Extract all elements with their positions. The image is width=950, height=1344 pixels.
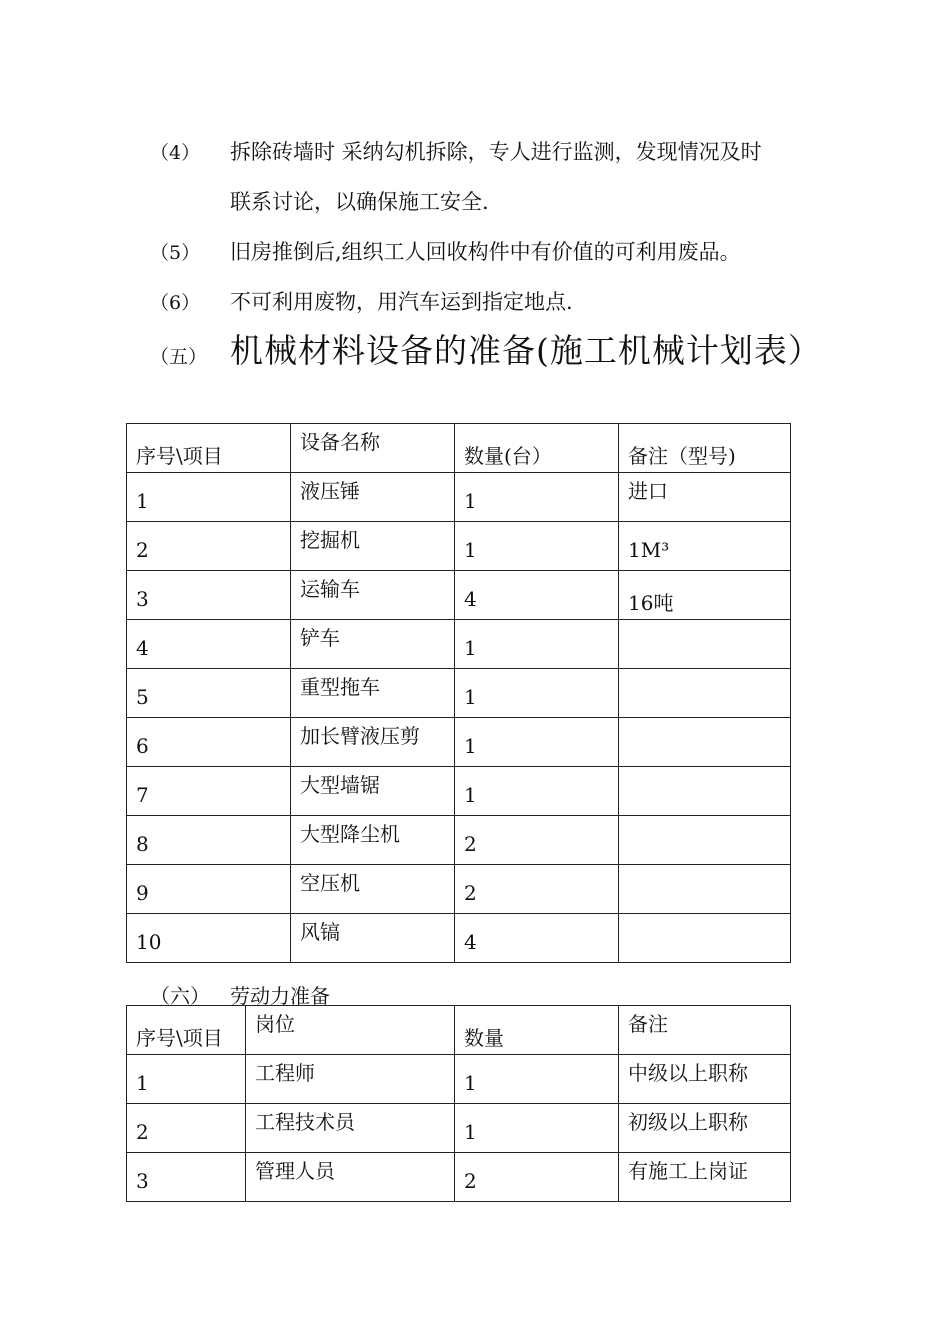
cell-text: 2 — [136, 538, 149, 562]
cell-text — [619, 914, 790, 930]
table-cell — [619, 816, 791, 865]
table-header-cell — [455, 424, 619, 473]
cell-text: 16吨 — [628, 591, 674, 615]
table-cell — [455, 914, 619, 963]
item-6-line-1: 不可利用废物，用汽车运到指定地点. — [230, 290, 573, 314]
table-cell — [291, 718, 455, 767]
table-cell — [127, 1055, 246, 1104]
cell-text: 序号\项目 — [136, 444, 223, 468]
item-5-line-1: 旧房推倒后,组织工人回收构件中有价值的可利用废品。 — [230, 240, 741, 264]
cell-text: 备注（型号) — [628, 444, 736, 468]
cell-text: 空压机 — [300, 871, 360, 895]
table-cell — [455, 865, 619, 914]
cell-text: 1 — [464, 1120, 477, 1144]
cell-text — [619, 620, 790, 636]
cell-text: 大型墙锯 — [300, 773, 380, 797]
table-cell — [127, 473, 291, 522]
cell-text: 1 — [464, 636, 477, 660]
table-cell — [619, 1055, 791, 1104]
table-cell — [291, 620, 455, 669]
table-cell — [127, 767, 291, 816]
cell-text: 1 — [464, 783, 477, 807]
cell-text: 设备名称 — [300, 430, 380, 454]
labor-table — [126, 1005, 791, 1202]
cell-text: 挖掘机 — [300, 528, 360, 552]
cell-text: 备注 — [628, 1012, 668, 1036]
cell-text — [619, 865, 790, 881]
table-cell — [246, 1153, 455, 1202]
table-cell — [619, 571, 791, 620]
table-cell — [455, 1104, 619, 1153]
cell-text: 4 — [464, 930, 477, 954]
table-row — [127, 865, 791, 914]
table-cell — [291, 914, 455, 963]
table-cell — [619, 522, 791, 571]
cell-text: 4 — [464, 587, 477, 611]
table-header-cell — [246, 1006, 455, 1055]
table-cell — [619, 620, 791, 669]
item-4-line-1: 拆除砖墙时 采纳勾机拆除，专人进行监测，发现情况及时 — [230, 140, 762, 164]
table-header-cell — [455, 1006, 619, 1055]
table-cell — [455, 473, 619, 522]
table-cell — [291, 669, 455, 718]
cell-text: 岗位 — [255, 1012, 295, 1036]
cell-text: 铲车 — [300, 626, 340, 650]
cell-text: 9 — [136, 881, 149, 905]
table-row — [127, 1104, 791, 1153]
table-cell — [619, 718, 791, 767]
table-header-cell — [619, 1006, 791, 1055]
cell-text: 5 — [136, 685, 149, 709]
cell-text: 数量(台） — [464, 444, 552, 468]
cell-text: 1M³ — [628, 538, 670, 562]
cell-text: 1 — [464, 1071, 477, 1095]
table-cell — [455, 1055, 619, 1104]
table-cell — [619, 914, 791, 963]
cell-text: 8 — [136, 832, 149, 856]
table-cell — [455, 669, 619, 718]
cell-text: 2 — [464, 832, 477, 856]
cell-text: 风镐 — [300, 920, 340, 944]
table-cell — [455, 767, 619, 816]
cell-text: 2 — [464, 881, 477, 905]
cell-text: 管理人员 — [255, 1159, 335, 1183]
equipment-table — [126, 423, 791, 963]
table-cell — [455, 522, 619, 571]
table-header-row — [127, 1006, 791, 1055]
cell-text — [619, 767, 790, 783]
table-row — [127, 816, 791, 865]
cell-text: 初级以上职称 — [628, 1110, 748, 1134]
table-cell — [127, 1104, 246, 1153]
table-cell — [291, 865, 455, 914]
table-header-cell — [127, 1006, 246, 1055]
cell-text: 进口 — [628, 479, 668, 503]
cell-text: 运输车 — [300, 577, 360, 601]
cell-text: 7 — [136, 783, 149, 807]
cell-text: 序号\项目 — [136, 1026, 223, 1050]
cell-text: 3 — [136, 587, 149, 611]
table-cell — [619, 865, 791, 914]
cell-text: 液压锤 — [300, 479, 360, 503]
table-cell — [127, 816, 291, 865]
cell-text: 1 — [464, 685, 477, 709]
cell-text: 4 — [136, 636, 149, 660]
cell-text — [619, 718, 790, 734]
table-cell — [619, 1104, 791, 1153]
item-4-number: （4） — [150, 142, 201, 164]
cell-text: 1 — [136, 1071, 149, 1095]
table-cell — [127, 522, 291, 571]
table-cell — [127, 718, 291, 767]
table-cell — [291, 473, 455, 522]
table-cell — [246, 1104, 455, 1153]
table-cell — [291, 816, 455, 865]
cell-text: 10 — [136, 930, 162, 954]
section-6-title: 劳动力准备 — [230, 984, 330, 1008]
table-row — [127, 767, 791, 816]
table-header-row — [127, 424, 791, 473]
cell-text: 工程技术员 — [255, 1110, 355, 1134]
table-cell — [291, 767, 455, 816]
cell-text — [619, 669, 790, 685]
table-cell — [455, 1153, 619, 1202]
table-cell — [127, 620, 291, 669]
table-cell — [455, 816, 619, 865]
table-row — [127, 1153, 791, 1202]
table-row — [127, 522, 791, 571]
cell-text: 加长臂液压剪 — [300, 724, 420, 748]
table-cell — [127, 571, 291, 620]
cell-text: 2 — [136, 1120, 149, 1144]
item-5-number: （5） — [150, 242, 201, 264]
cell-text: 1 — [464, 734, 477, 758]
cell-text: 3 — [136, 1169, 149, 1193]
cell-text: 1 — [464, 538, 477, 562]
table-row — [127, 571, 791, 620]
table-cell — [246, 1055, 455, 1104]
item-6-number: （6） — [150, 292, 201, 314]
table-cell — [127, 669, 291, 718]
cell-text: 1 — [464, 489, 477, 513]
section-6-number: （六） — [150, 984, 210, 1008]
cell-text — [619, 816, 790, 832]
table-row — [127, 1055, 791, 1104]
cell-text: 1 — [136, 489, 149, 513]
section-5-number: （五） — [150, 346, 208, 368]
table-cell — [619, 767, 791, 816]
table-cell — [127, 865, 291, 914]
cell-text: 6 — [136, 734, 149, 758]
cell-text: 重型拖车 — [300, 675, 380, 699]
table-cell — [619, 473, 791, 522]
cell-text: 中级以上职称 — [628, 1061, 748, 1085]
table-cell — [455, 620, 619, 669]
table-row — [127, 669, 791, 718]
table-row — [127, 914, 791, 963]
cell-text: 工程师 — [255, 1061, 315, 1085]
cell-text: 大型降尘机 — [300, 822, 400, 846]
table-cell — [291, 571, 455, 620]
table-row — [127, 620, 791, 669]
table-header-cell — [619, 424, 791, 473]
table-cell — [455, 718, 619, 767]
table-header-cell — [127, 424, 291, 473]
table-cell — [127, 1153, 246, 1202]
table-cell — [291, 522, 455, 571]
table-cell — [127, 914, 291, 963]
table-row — [127, 473, 791, 522]
cell-text: 数量 — [464, 1026, 504, 1050]
table-cell — [619, 669, 791, 718]
table-cell — [619, 1153, 791, 1202]
cell-text: 2 — [464, 1169, 477, 1193]
table-header-cell — [291, 424, 455, 473]
section-5-title: 机械材料设备的准备(施工机械计划表） — [230, 331, 822, 370]
table-cell — [455, 571, 619, 620]
item-4-line-2: 联系讨论，以确保施工安全. — [230, 190, 489, 214]
table-row — [127, 718, 791, 767]
cell-text: 有施工上岗证 — [628, 1159, 748, 1183]
